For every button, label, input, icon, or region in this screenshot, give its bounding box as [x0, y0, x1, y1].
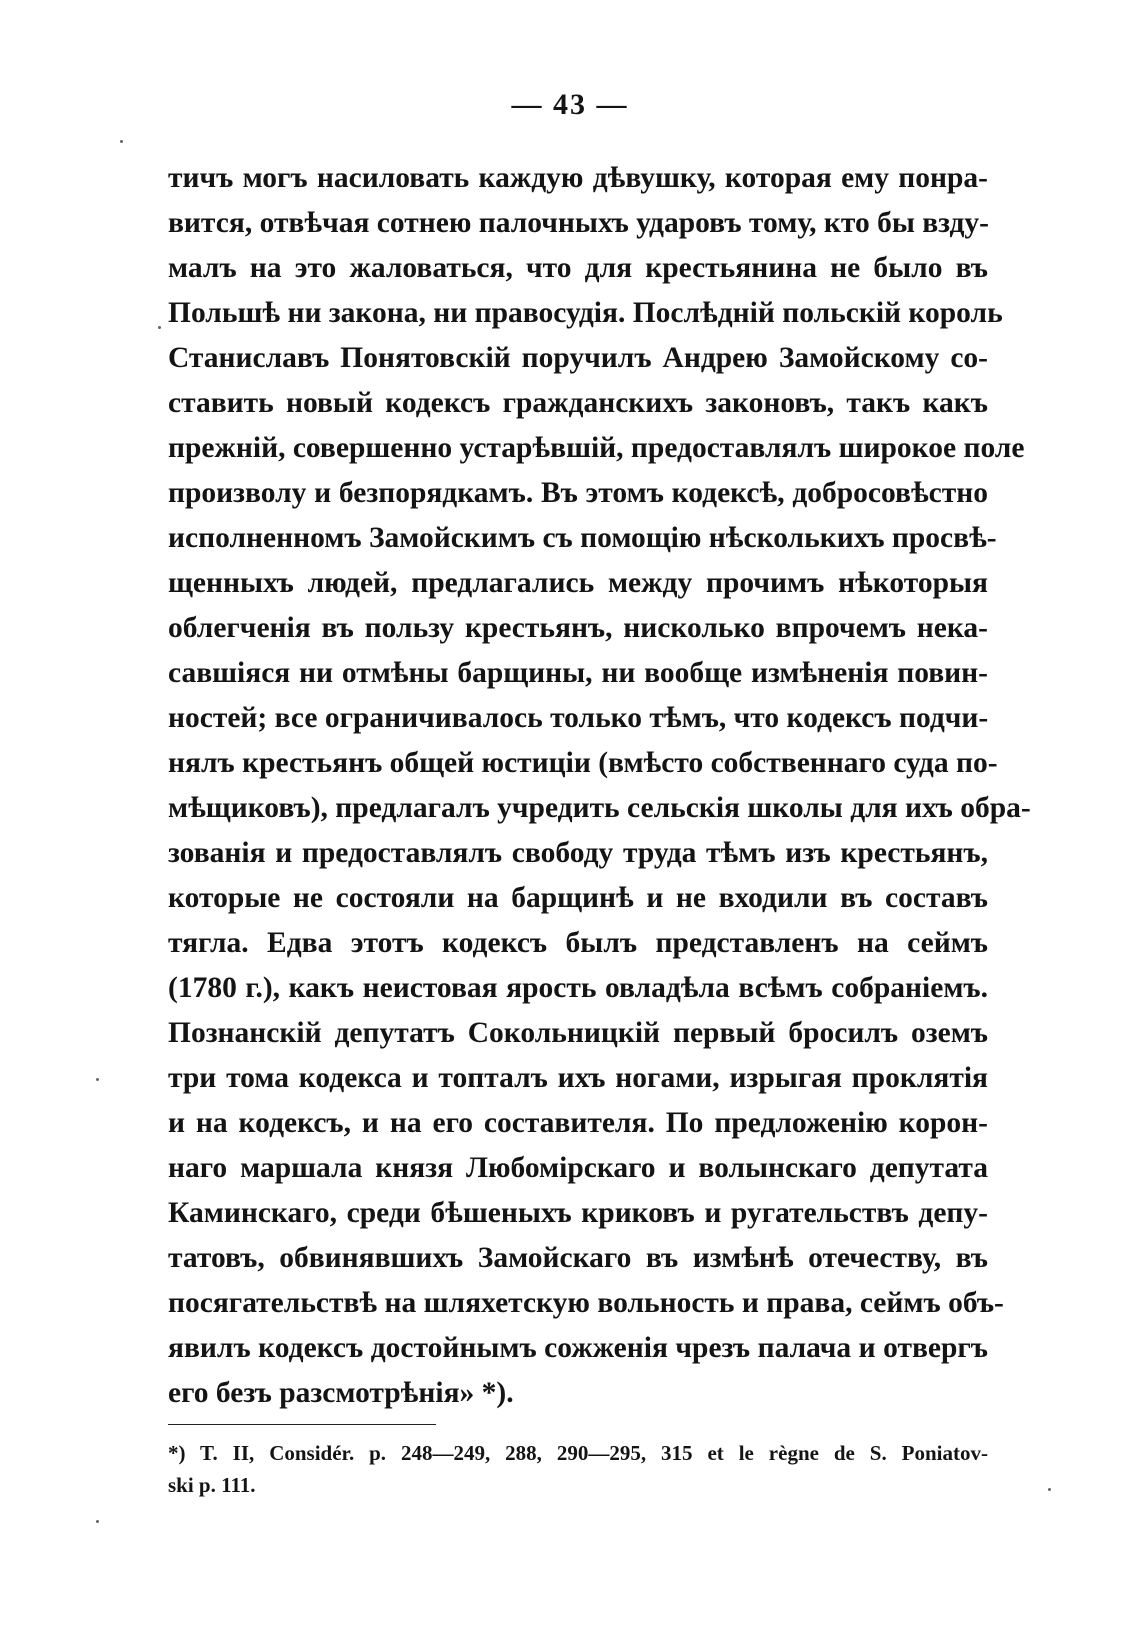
- text-line: посягательствѣ на шляхетскую вольность и права, сеймъ объ-: [168, 1287, 1004, 1319]
- footnote: [168, 1437, 988, 1501]
- text-line: вится, отвѣчая сотнею палочныхъ ударовъ тому, кто бы взду-: [168, 207, 989, 239]
- paper-speck: [120, 140, 123, 143]
- text-line: наго маршала князя Любомірскаго и волынскаго депутата: [168, 1152, 988, 1184]
- text-line: произволу и безпорядкамъ. Въ этомъ кодексѣ, добросовѣстно: [168, 477, 988, 509]
- text-line: (1780 г.), какъ неистовая ярость овладѣла всѣмъ собраніемъ.: [168, 972, 988, 1004]
- paper-speck: [1048, 1488, 1051, 1491]
- body-text: [168, 156, 1031, 1416]
- text-line: ставить новый кодексъ гражданскихъ законовъ, такъ какъ: [168, 387, 988, 419]
- paper-speck: [96, 1520, 99, 1523]
- text-line: Польшѣ ни закона, ни правосудія. Послѣдній польскій король: [168, 297, 1003, 329]
- text-line: Станиславъ Понятовскій поручилъ Андрею Замойскому со-: [168, 342, 988, 374]
- text-line: татовъ, обвинявшихъ Замойскаго въ измѣнѣ отечеству, въ: [168, 1242, 988, 1274]
- footnote-divider: [168, 1424, 436, 1425]
- text-line: облегченія въ пользу крестьянъ, нисколько впрочемъ нека-: [168, 612, 988, 644]
- text-line: явилъ кодексъ достойнымъ сожженія чрезъ палача и отвергъ: [168, 1332, 988, 1364]
- text-line: Познанскій депутатъ Сокольницкій первый бросилъ оземъ: [168, 1017, 988, 1049]
- footnote-line: *) T. II, Considér. p. 248—249, 288, 290—295, 315 et le règne de S. Poniatov-: [168, 1441, 988, 1465]
- text-line: которые не состояли на барщинѣ и не входили въ составъ: [168, 882, 988, 914]
- text-line: его безъ разсмотрѣнія» *).: [168, 1377, 514, 1409]
- text-line: савшіяся ни отмѣны барщины, ни вообще измѣненія повин-: [168, 657, 988, 689]
- text-line: прежній, совершенно устарѣвшій, предоставлялъ широкое поле: [168, 432, 1025, 464]
- text-line: и на кодексъ, и на его составителя. По предложенію корон-: [168, 1107, 988, 1139]
- text-line: зованія и предоставлялъ свободу труда тѣмъ изъ крестьянъ,: [168, 837, 988, 869]
- text-line: исполненномъ Замойскимъ съ помощію нѣсколькихъ просвѣ-: [168, 522, 997, 554]
- footnote-line: ski p. 111.: [168, 1473, 256, 1497]
- text-line: ностей; все ограничивалось только тѣмъ, что кодексъ подчи-: [168, 702, 989, 734]
- text-line: щенныхъ людей, предлагались между прочимъ нѣкоторыя: [168, 567, 988, 599]
- text-line: тягла. Едва этотъ кодексъ былъ представленъ на сеймъ: [168, 927, 988, 959]
- text-line: тичъ могъ насиловать каждую дѣвушку, которая ему понра-: [168, 162, 988, 194]
- text-line: нялъ крестьянъ общей юстиціи (вмѣсто собственнаго суда по-: [168, 747, 998, 779]
- text-line: Каминскаго, среди бѣшеныхъ криковъ и ругательствъ депу-: [168, 1197, 988, 1229]
- paper-speck: [96, 1078, 99, 1081]
- text-line: мѣщиковъ), предлагалъ учредить сельскія школы для ихъ обра-: [168, 792, 1031, 824]
- text-line: малъ на это жаловаться, что для крестьянина не было въ: [168, 252, 988, 284]
- page-number: — 43 —: [511, 88, 629, 121]
- text-line: три тома кодекса и топталъ ихъ ногами, изрыгая проклятія: [168, 1062, 988, 1094]
- paper-speck: [158, 326, 161, 329]
